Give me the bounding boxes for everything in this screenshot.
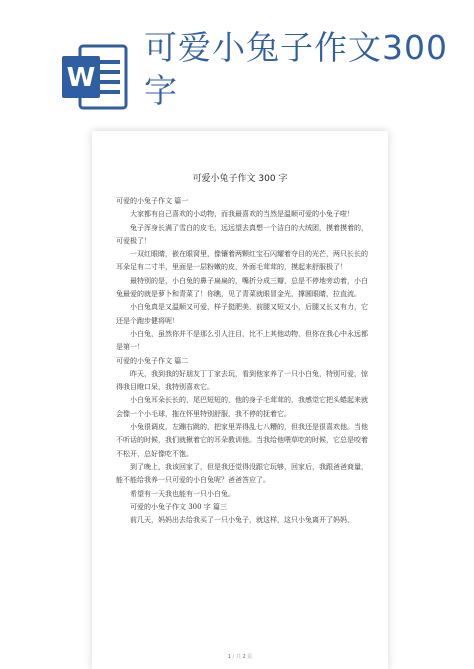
svg-text:W: W	[66, 63, 96, 93]
paragraph: 前几天，妈妈出去给我买了一只小兔子，就这样，这只小兔离开了妈妈，	[130, 516, 354, 525]
paragraph: 小白兔，虽然你并不是那么引人注目，比不上其他动物，但你在我心中永远都是第一！	[116, 329, 368, 352]
paragraph: 小兔很调皮，左蹦右跳的，把家里弄得乱七八糟的，但我还是很喜欢他。当他不听话的时候，我们就揪着它的耳朵教训他。当我给他喂草吃的时候，它总是咬着不松开，总好像吃不饱。	[116, 423, 368, 458]
paragraph: 可爱的小兔子作文 篇二	[116, 356, 189, 365]
document-page	[92, 131, 388, 669]
document-title: 可爱小兔子作文 300 字	[192, 174, 288, 184]
page-footer	[92, 653, 388, 660]
paragraph: 最特别的是，小白兔的鼻子扁扁的，嘴折分成三瓣，总是不停地旁动着，小白兔最爱的就是萝卜和青菜了！你瞧，见了青菜就眼冒金光，撑圆眼睛，拉直流。	[116, 276, 368, 299]
paragraph: 一双红眼睛，嵌在眼窝里，像镶着两颗红宝石闪耀着夺目的光芒，两只长长的耳朵足有二寸半，里面是一层粉嫩的皮，外面毛茸茸的，摸起来舒服极了！	[116, 250, 368, 272]
header	[0, 0, 474, 120]
paragraph: 小白兔耳朵长长的，尾巴短短的，他的身子毛茸茸的，我感觉它把头蜷起来就会像一个小毛球，拖在怀里特别舒服，我不停的抚着它。	[116, 396, 368, 418]
word-document-icon	[60, 42, 130, 112]
paragraph: 希望有一天我也能有一只小白兔。	[130, 489, 235, 498]
document-body	[116, 195, 368, 527]
paragraph: 昨天，我到我的好朋友丁丁家去玩，看到他家养了一只小白兔，特别可爱，惊得我目瞪口呆，我特别喜欢它。	[116, 369, 368, 392]
paragraph: 到了晚上，我该回家了，但是我还觉得没跟它玩够，回家后，我跟爸爸商量，能不能给我养一只可爱的小白兔呢？爸爸答应了。	[116, 462, 368, 485]
page-sep: /	[232, 654, 235, 660]
paragraph: 可爱的小兔子作文 300 字 篇三	[130, 502, 228, 511]
paragraph: 大家都有自己喜欢的小动物，而我最喜欢的当然是温顺可爱的小兔子啦！	[130, 210, 354, 219]
paragraph: 兔子浑身长满了雪白的皮毛，远远望去真想一个洁白的大绒团，摸着摸着的，可爱极了！	[116, 223, 368, 245]
paragraph: 小白兔真是又温顺又可爱，样子挺肥美，前腿又短又小，后腿又长又有力，它还是个跑步健将呢！	[116, 303, 368, 325]
page-total-label: 共	[235, 654, 241, 660]
paragraph: 可爱的小兔子作文 篇一	[116, 197, 189, 205]
page-unit: 页	[247, 654, 253, 660]
page-number: 1	[227, 654, 231, 660]
page-total: 2	[242, 654, 246, 660]
page-title: 可爱小兔子作文300字	[144, 28, 448, 110]
